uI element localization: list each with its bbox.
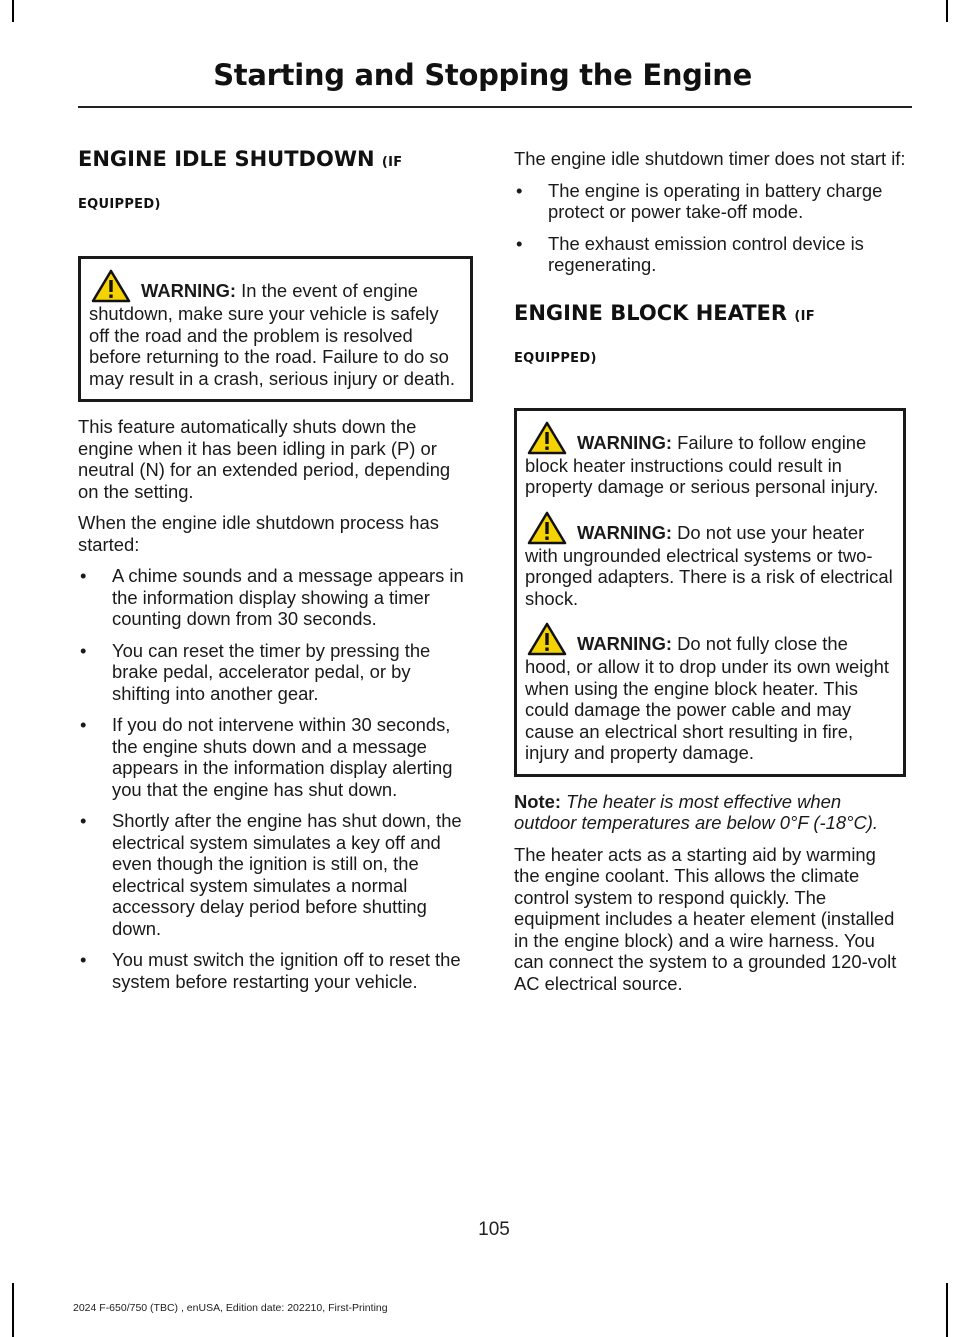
note-label: Note: xyxy=(514,790,561,812)
warning-box xyxy=(78,256,473,402)
section-heading-block-heater xyxy=(514,300,906,372)
list-item xyxy=(514,180,906,223)
bullet-glyph: • xyxy=(80,565,87,586)
bullet-glyph: • xyxy=(516,179,523,201)
note xyxy=(514,791,906,834)
list-item-text: You can reset the timer by pressing the brake pedal, accelerator pedal, or by shifting into another gear. xyxy=(112,639,431,704)
bullet-list xyxy=(514,180,906,276)
list-item xyxy=(78,949,473,992)
header-divider xyxy=(78,106,912,108)
list-item xyxy=(78,640,473,705)
bullet-glyph: • xyxy=(80,810,87,831)
footer-edition-info: 2024 F-650/750 (TBC) , enUSA, Edition date: 202210, First-Printing xyxy=(73,1302,388,1314)
paragraph: This feature automatically shuts down the engine when it has been idling in park (P) or neutral (N) for an extended period, depending on the setting. xyxy=(78,416,451,502)
section-title: ENGINE IDLE SHUTDOWN xyxy=(78,147,375,171)
section-title: ENGINE BLOCK HEATER xyxy=(514,300,788,325)
warning-message xyxy=(525,622,895,764)
warning-message xyxy=(525,511,895,610)
warning-text: Do not fully close the hood, or allow it to drop under its own weight when using the engine block heater. This could damage the power cable and may cause an electrical short resulting in fire, injury and property damage. xyxy=(525,633,889,763)
list-item xyxy=(78,565,473,630)
warning-box xyxy=(514,408,906,777)
crop-mark-bottom-right xyxy=(946,1283,948,1337)
list-item-text: The exhaust emission control device is regenerating. xyxy=(548,232,864,275)
list-item-text: You must switch the ignition off to reset the system before restarting your vehicle. xyxy=(112,949,461,992)
section-title-suffix: (IF xyxy=(381,155,403,170)
right-column xyxy=(514,146,906,1004)
crop-mark-top-left xyxy=(12,0,14,22)
warning-triangle-icon xyxy=(91,269,131,303)
bullet-glyph: • xyxy=(80,714,87,735)
section-title-suffix-line2: EQUIPPED) xyxy=(514,350,597,366)
paragraph: When the engine idle shutdown process has started: xyxy=(78,512,439,555)
bullet-glyph: • xyxy=(80,949,87,970)
list-item-text: A chime sounds and a message appears in the information display showing a timer counting down from 30 seconds. xyxy=(112,565,464,629)
bullet-glyph: • xyxy=(80,639,87,661)
paragraph: The engine idle shutdown timer does not start if: xyxy=(514,148,906,169)
warning-keyword: WARNING: xyxy=(577,431,673,453)
section-title-suffix: (IF xyxy=(794,308,815,324)
warning-message xyxy=(525,421,895,498)
warning-text: Failure to follow engine block heater instructions could result in property damage or serious personal injury. xyxy=(525,431,879,497)
page-title: Starting and Stopping the Engine xyxy=(213,58,752,92)
paragraph: The heater acts as a starting aid by warming the engine coolant. This allows the climate control system to respond quickly. The equipment includes a heater element (installed in the engine block) and a wire harness. You can connect the system to a grounded 120-volt AC electrical source. xyxy=(514,843,897,994)
warning-keyword: WARNING: xyxy=(577,521,673,543)
note-text: The heater is most effective when outdoor temperatures are below 0°F (-18°C). xyxy=(514,790,878,833)
list-item xyxy=(78,810,473,939)
section-heading-idle-shutdown xyxy=(78,146,473,218)
crop-mark-bottom-left xyxy=(12,1283,14,1337)
section-title-suffix-line2: EQUIPPED) xyxy=(78,197,161,212)
warning-triangle-icon xyxy=(527,622,567,656)
warning-keyword: WARNING: xyxy=(141,280,237,301)
list-item-text: The engine is operating in battery charge protect or power take-off mode. xyxy=(548,179,883,222)
list-item-text: If you do not intervene within 30 seconds, the engine shuts down and a message appears in the information display alerting you that the engine has shut down. xyxy=(112,714,453,800)
crop-mark-top-right xyxy=(946,0,948,22)
warning-text: Do not use your heater with ungrounded electrical systems or two-pronged adapters. There is a risk of electrical shock. xyxy=(525,521,893,609)
left-column xyxy=(78,146,473,1002)
warning-triangle-icon xyxy=(527,511,567,545)
list-item-text: Shortly after the engine has shut down, the electrical system simulates a key off and even though the ignition is still on, the electrical system simulates a normal accessory delay period before shutting down. xyxy=(112,810,462,939)
bullet-list xyxy=(78,565,473,992)
list-item xyxy=(78,714,473,800)
list-item xyxy=(514,233,906,276)
warning-triangle-icon xyxy=(527,421,567,455)
warning-message xyxy=(89,269,462,389)
bullet-glyph: • xyxy=(516,232,523,254)
warning-keyword: WARNING: xyxy=(577,633,673,654)
page-number: 105 xyxy=(478,1219,510,1240)
warning-text: In the event of engine shutdown, make sure your vehicle is safely off the road and the problem is resolved before returning to the road. Failure to do so may result in a crash, serious injury or death. xyxy=(89,280,455,389)
